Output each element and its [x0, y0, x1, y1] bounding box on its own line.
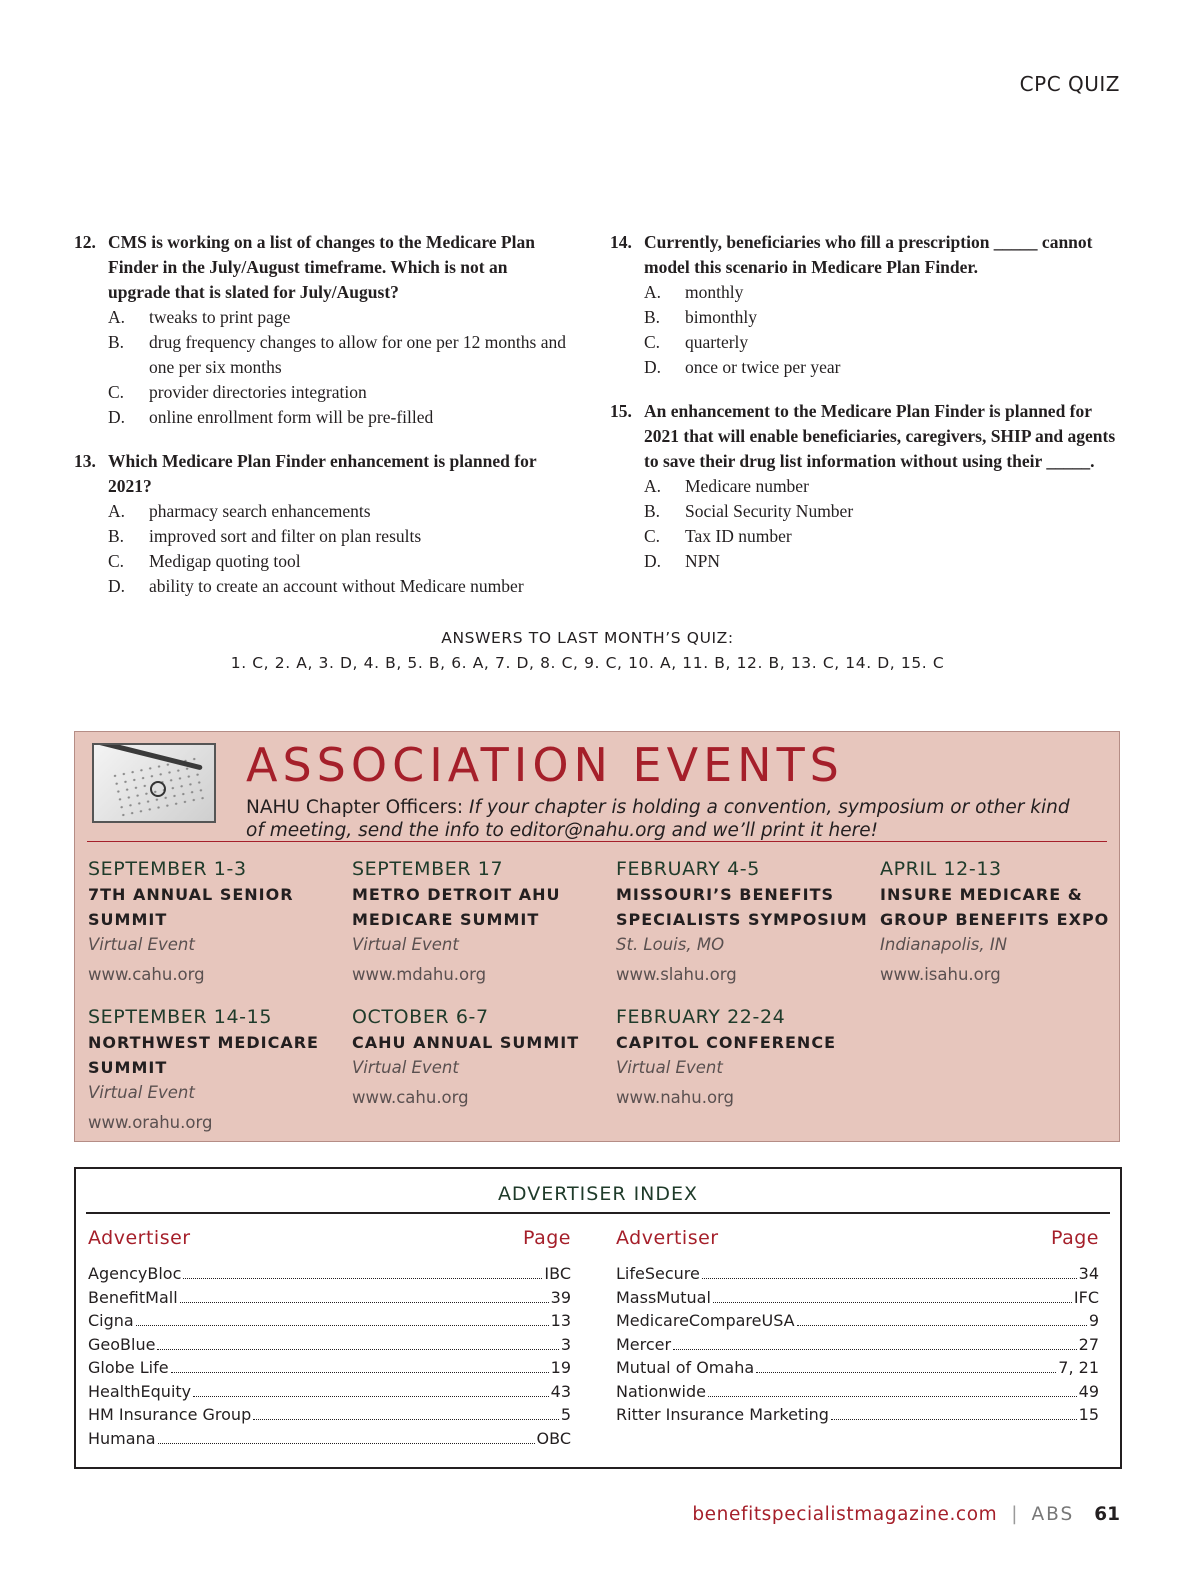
event-link[interactable]: www.cahu.org	[88, 965, 205, 984]
answer-option	[74, 305, 574, 330]
event-name: INSURE MEDICARE & GROUP BENEFITS EXPO	[880, 885, 1110, 929]
question-number: 15.	[610, 401, 632, 421]
advertiser-index-box	[74, 1167, 1122, 1469]
quiz-question	[610, 399, 1120, 574]
option-letter: A.	[644, 476, 662, 496]
footer-website[interactable]: benefitspecialistmagazine.com	[692, 1504, 998, 1525]
event-link[interactable]: www.nahu.org	[616, 1088, 735, 1107]
advertiser-name: MedicareCompareUSA	[616, 1311, 795, 1330]
advertiser-index-divider	[86, 1212, 1110, 1214]
event-item	[616, 857, 871, 987]
advertiser-name: MassMutual	[616, 1287, 711, 1307]
events-title: ASSOCIATION EVENTS	[246, 738, 844, 792]
events-intro	[246, 796, 1076, 842]
event-date: SEPTEMBER 1-3	[88, 858, 247, 880]
event-location: Virtual Event	[616, 1058, 723, 1077]
advertiser-page: IBC	[544, 1264, 571, 1283]
advertiser-page: OBC	[536, 1428, 571, 1448]
option-letter: B.	[108, 526, 125, 546]
option-text: drug frequency changes to allow for one per 12 months and one per six months	[149, 332, 566, 377]
option-text: Medicare number	[685, 476, 809, 496]
event-link[interactable]: www.slahu.org	[616, 965, 737, 984]
event-link[interactable]: www.cahu.org	[352, 1088, 469, 1107]
event-item	[88, 1005, 343, 1135]
footer-publication: ABS	[1031, 1504, 1075, 1525]
quiz-question	[74, 230, 574, 430]
answer-option	[74, 574, 574, 599]
option-text: ability to create an account without Medicare number	[149, 576, 524, 596]
advertiser-page: 49	[1078, 1381, 1099, 1401]
option-text: once or twice per year	[685, 357, 841, 377]
footer-separator: |	[1011, 1504, 1018, 1525]
advertiser-row	[88, 1309, 571, 1333]
option-letter: C.	[108, 382, 125, 402]
advertiser-page: 13	[550, 1311, 571, 1330]
option-letter: C.	[644, 526, 661, 546]
answers-section	[0, 626, 1175, 676]
answer-option	[610, 474, 1120, 499]
event-name: MISSOURI’S BENEFITS SPECIALISTS SYMPOSIUM	[616, 885, 868, 929]
answer-option	[74, 380, 574, 405]
advertiser-row	[88, 1333, 571, 1357]
answer-option	[74, 549, 574, 574]
event-name: METRO DETROIT AHU MEDICARE SUMMIT	[352, 885, 561, 929]
option-letter: A.	[108, 501, 126, 521]
advertiser-index-title: ADVERTISER INDEX	[497, 1183, 699, 1205]
advertiser-column-header	[616, 1227, 1099, 1249]
event-location: Virtual Event	[88, 1083, 195, 1102]
event-date: SEPTEMBER 14-15	[88, 1006, 273, 1028]
answer-option	[610, 499, 1120, 524]
advertiser-page: 39	[550, 1287, 571, 1307]
advertiser-row	[88, 1403, 571, 1427]
quiz-column-right	[610, 230, 1120, 593]
advertiser-header-label: Advertiser	[88, 1227, 191, 1249]
advertiser-row	[616, 1356, 1099, 1380]
answer-option	[610, 355, 1120, 380]
option-letter: C.	[644, 332, 661, 352]
advertiser-name: Nationwide	[616, 1381, 706, 1401]
advertiser-name: LifeSecure	[616, 1264, 700, 1283]
advertiser-name: Ritter Insurance Marketing	[616, 1405, 829, 1424]
event-date: FEBRUARY 4-5	[616, 858, 760, 880]
option-text: Tax ID number	[685, 526, 792, 546]
option-letter: B.	[644, 307, 661, 327]
option-letter: B.	[644, 501, 661, 521]
event-item	[352, 857, 607, 987]
event-name: CAPITOL CONFERENCE	[616, 1033, 836, 1052]
event-item	[352, 1005, 607, 1110]
advertiser-name: HM Insurance Group	[88, 1405, 252, 1424]
event-item	[880, 857, 1110, 987]
option-letter: C.	[108, 551, 125, 571]
option-text: bimonthly	[685, 307, 757, 327]
option-text: improved sort and filter on plan results	[149, 526, 422, 546]
option-letter: B.	[108, 332, 125, 352]
option-text: NPN	[685, 551, 721, 571]
events-intro-text: If your chapter is holding a convention, symposium or other kind of meeting, send the info to editor@nahu.org and we’ll print it here!	[246, 797, 1070, 841]
answer-option	[610, 330, 1120, 355]
advertiser-column-left	[88, 1227, 571, 1450]
advertiser-name: Cigna	[88, 1311, 134, 1330]
advertiser-row	[88, 1286, 571, 1310]
calendar-photo-icon	[92, 743, 216, 823]
advertiser-page: 27	[1078, 1334, 1099, 1354]
answer-option	[610, 305, 1120, 330]
event-date: OCTOBER 6-7	[352, 1006, 489, 1028]
advertiser-header-label: Advertiser	[616, 1227, 719, 1249]
option-letter: A.	[644, 282, 662, 302]
advertiser-page: 3	[560, 1334, 571, 1354]
question-number: 12.	[74, 232, 96, 252]
question-text: Which Medicare Plan Finder enhancement is planned for 2021?	[108, 451, 537, 496]
advertiser-row	[88, 1427, 571, 1451]
page-header-label: Page	[523, 1227, 571, 1249]
advertiser-column-right	[616, 1227, 1099, 1427]
question-text: Currently, beneficiaries who fill a prescription _____ cannot model this scenario in Medicare Plan Finder.	[644, 232, 1093, 277]
question-number: 13.	[74, 451, 96, 471]
answer-option	[610, 549, 1120, 574]
association-events-box	[74, 731, 1120, 1142]
advertiser-name: AgencyBloc	[88, 1264, 182, 1283]
events-intro-label: NAHU Chapter Officers:	[246, 797, 464, 818]
option-text: provider directories integration	[149, 382, 367, 402]
event-item	[616, 1005, 871, 1110]
advertiser-row	[88, 1262, 571, 1286]
option-text: tweaks to print page	[149, 307, 291, 327]
advertiser-row	[616, 1333, 1099, 1357]
option-letter: D.	[108, 576, 126, 596]
answer-option	[74, 524, 574, 549]
option-letter: D.	[108, 407, 126, 427]
event-link[interactable]: www.mdahu.org	[352, 965, 487, 984]
answers-list: 1. C, 2. A, 3. D, 4. B, 5. B, 6. A, 7. D, 8. C, 9. C, 10. A, 11. B, 12. B, 13. C, 14. D, 15. C	[230, 654, 945, 672]
event-date: SEPTEMBER 17	[352, 858, 504, 880]
advertiser-page: 5	[560, 1405, 571, 1424]
option-text: online enrollment form will be pre-filled	[149, 407, 434, 427]
event-location: Virtual Event	[352, 1058, 459, 1077]
answer-option	[74, 499, 574, 524]
advertiser-name: Mercer	[616, 1334, 672, 1354]
event-date: FEBRUARY 22-24	[616, 1006, 786, 1028]
advertiser-page: 9	[1088, 1311, 1099, 1330]
event-name: NORTHWEST MEDICARE SUMMIT	[88, 1033, 319, 1077]
event-link[interactable]: www.orahu.org	[88, 1113, 213, 1132]
question-text: CMS is working on a list of changes to the Medicare Plan Finder in the July/August timeframe. Which is not an upgrade that is slated for July/August?	[108, 232, 535, 302]
answer-option	[74, 405, 574, 430]
option-text: quarterly	[685, 332, 749, 352]
question-number: 14.	[610, 232, 632, 252]
advertiser-name: GeoBlue	[88, 1334, 156, 1354]
advertiser-page: 15	[1078, 1405, 1099, 1424]
event-location: St. Louis, MO	[616, 935, 725, 954]
advertiser-page: 7, 21	[1058, 1358, 1099, 1377]
advertiser-row	[616, 1262, 1099, 1286]
answer-option	[610, 524, 1120, 549]
event-date: APRIL 12-13	[880, 858, 1002, 880]
event-location: Virtual Event	[352, 935, 459, 954]
event-location: Virtual Event	[88, 935, 195, 954]
option-text: monthly	[685, 282, 744, 302]
advertiser-name: Humana	[88, 1428, 156, 1448]
event-name: CAHU ANNUAL SUMMIT	[352, 1033, 580, 1052]
option-text: pharmacy search enhancements	[149, 501, 371, 521]
question-text: An enhancement to the Medicare Plan Finder is planned for 2021 that will enable beneficiaries, caregivers, SHIP and agents to save their drug list information without using their _____.	[644, 401, 1116, 471]
page-number: 61	[1094, 1504, 1120, 1525]
advertiser-page: 34	[1078, 1264, 1099, 1283]
event-link[interactable]: www.isahu.org	[880, 965, 1001, 984]
option-text: Medigap quoting tool	[149, 551, 301, 571]
advertiser-name: Globe Life	[88, 1358, 169, 1377]
advertiser-row	[616, 1286, 1099, 1310]
answer-option	[610, 280, 1120, 305]
event-name: 7TH ANNUAL SENIOR SUMMIT	[88, 885, 294, 929]
option-letter: D.	[644, 551, 662, 571]
section-header: CPC QUIZ	[1019, 72, 1120, 96]
advertiser-column-header	[88, 1227, 571, 1249]
advertiser-name: Mutual of Omaha	[616, 1358, 755, 1377]
advertiser-page: IFC	[1073, 1287, 1099, 1307]
events-divider	[87, 841, 1107, 842]
option-letter: A.	[108, 307, 126, 327]
advertiser-row	[616, 1309, 1099, 1333]
page-header-label: Page	[1051, 1227, 1099, 1249]
advertiser-row	[616, 1403, 1099, 1427]
event-item	[88, 857, 343, 987]
advertiser-row	[88, 1356, 571, 1380]
option-text: Social Security Number	[685, 501, 854, 521]
quiz-question	[610, 230, 1120, 380]
advertiser-row	[88, 1380, 571, 1404]
advertiser-name: HealthEquity	[88, 1381, 192, 1401]
page-footer	[692, 1504, 1120, 1525]
answers-heading: ANSWERS TO LAST MONTH’S QUIZ:	[441, 629, 734, 647]
event-location: Indianapolis, IN	[880, 935, 1008, 954]
advertiser-page: 19	[550, 1358, 571, 1377]
option-letter: D.	[644, 357, 662, 377]
quiz-question	[74, 449, 574, 599]
advertiser-page: 43	[550, 1381, 571, 1401]
advertiser-row	[616, 1380, 1099, 1404]
advertiser-name: BenefitMall	[88, 1287, 178, 1307]
answer-option	[74, 330, 574, 380]
quiz-column-left	[74, 230, 574, 618]
